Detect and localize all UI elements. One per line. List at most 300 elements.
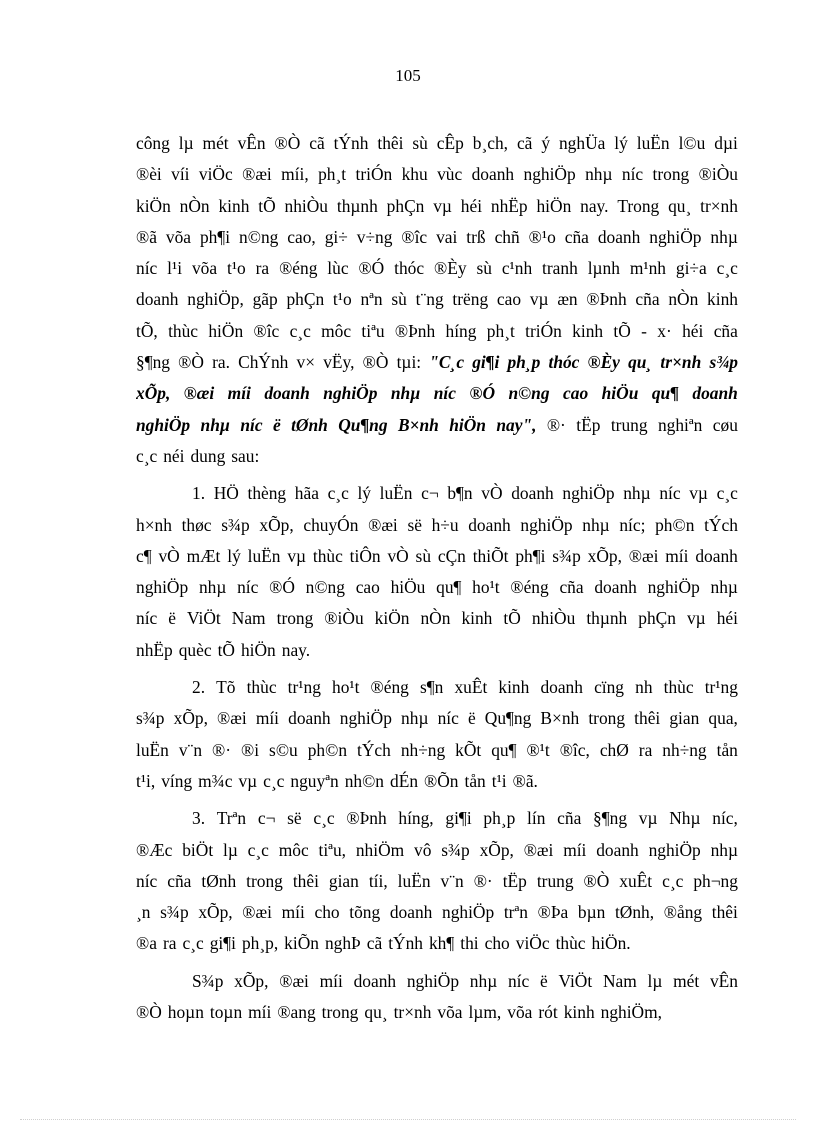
word: cña <box>557 808 582 829</box>
word: nghiªn <box>657 414 703 435</box>
word: ®Ò <box>583 870 610 891</box>
word: sù <box>476 258 492 279</box>
word: trong <box>652 164 690 185</box>
word: dung <box>190 445 226 466</box>
emphasized-word: nay", <box>496 414 537 435</box>
word: nhiÒu <box>284 195 328 216</box>
word: cã <box>516 133 533 153</box>
word: thùc <box>312 545 343 566</box>
word: s©u <box>269 739 298 760</box>
word: thêi <box>711 902 738 923</box>
word: xuÊt <box>454 677 488 698</box>
word: ë <box>168 608 176 629</box>
word: ®éng <box>510 577 549 598</box>
text-line <box>136 766 738 797</box>
word: mÆt <box>186 545 221 566</box>
word: l¹i <box>167 258 183 279</box>
word: c¶ <box>136 545 152 566</box>
word: xÕp, <box>234 970 269 991</box>
word: ph©n <box>655 514 695 535</box>
text-line <box>136 253 738 284</box>
word: ®æi <box>279 970 309 991</box>
word: qu¶ <box>436 577 462 598</box>
word: ®Ó <box>269 577 295 598</box>
word: hiÖu <box>390 577 426 598</box>
emphasized-word: nghiÖp <box>136 414 191 435</box>
word: môc <box>321 320 352 341</box>
word: vÒ <box>481 483 503 504</box>
word: cïng <box>594 677 625 698</box>
text-line <box>136 635 738 666</box>
word: nghiÖp <box>520 514 573 535</box>
word: võa <box>191 258 218 279</box>
emphasized-word: ph¸p <box>507 352 541 373</box>
paragraph <box>136 478 738 666</box>
word: kÕt <box>455 739 482 760</box>
word: n©ng <box>305 577 345 598</box>
emphasized-word: ®Ó <box>469 383 496 404</box>
word: nh©n <box>344 770 384 791</box>
word: xÕp, <box>173 708 208 729</box>
word: ph©n <box>307 739 348 760</box>
word: gian <box>328 870 359 891</box>
word: vµ <box>686 608 706 629</box>
text-line <box>136 316 738 347</box>
word: nhµ <box>198 577 227 598</box>
word: ph¸t <box>318 164 347 185</box>
word: ®æi <box>523 839 554 860</box>
word: së <box>407 514 422 535</box>
word: Qu¶ng <box>484 708 532 729</box>
word: qu¸ <box>364 1002 388 1023</box>
word: ®æi <box>242 164 272 185</box>
word: lý <box>227 545 241 566</box>
word: së <box>287 808 302 829</box>
word: h÷u <box>431 514 459 535</box>
word: c¬ <box>257 808 276 829</box>
word: níc <box>659 483 681 504</box>
word: ra <box>255 258 270 279</box>
word: sù <box>415 545 432 566</box>
emphasized-word: thóc <box>548 352 580 373</box>
paragraph <box>136 803 738 959</box>
text-line <box>136 735 738 766</box>
word: luËn <box>247 545 281 566</box>
word: hiÖn <box>536 195 572 216</box>
word: ®¹o <box>528 226 556 247</box>
word: nhµ <box>710 839 738 860</box>
word: s¾p <box>441 839 470 860</box>
word: thùc <box>663 677 694 698</box>
word: doanh <box>597 226 641 247</box>
word: c¸c <box>136 445 158 466</box>
word: kh¶ <box>428 933 455 954</box>
word: B×nh <box>540 708 580 729</box>
word: ®ång <box>663 902 703 923</box>
word: môc <box>278 839 309 860</box>
word: thóc <box>394 258 425 279</box>
emphasized-word: ®æi <box>183 383 215 404</box>
word: tÕ <box>217 639 235 660</box>
emphasized-word: ë <box>272 414 281 435</box>
word: gãp <box>252 289 278 310</box>
text-line <box>136 572 738 603</box>
word: vÊn <box>709 970 738 991</box>
word: dµi <box>714 133 738 153</box>
word: luËn <box>636 133 670 153</box>
word: cña <box>167 870 192 891</box>
word: ®Ò <box>274 133 301 153</box>
word: ë <box>467 708 476 729</box>
word: víi <box>171 164 190 185</box>
word: HÖ <box>213 483 239 504</box>
word: ®Þnh <box>346 808 387 829</box>
word: æn <box>557 289 578 310</box>
word: c¸c <box>182 933 204 954</box>
word: lý <box>614 133 628 153</box>
word: ®æi <box>368 514 398 535</box>
word: Trong <box>617 195 660 216</box>
word: cÇn <box>437 545 466 566</box>
word: thµnh <box>336 195 378 216</box>
text-line <box>136 478 738 509</box>
word: kinh <box>572 320 604 341</box>
word: híng, <box>398 808 434 829</box>
emphasized-word: nhµ <box>200 414 230 435</box>
word: tØnh, <box>614 902 655 923</box>
word: ®Þa <box>537 902 569 923</box>
word: thùc <box>555 933 586 954</box>
word: vµ <box>529 289 549 310</box>
word: thêi <box>634 708 661 729</box>
word: kiÕn <box>284 933 319 954</box>
emphasized-word: níc <box>433 383 456 404</box>
word: Tõ <box>216 677 236 698</box>
word: t¹i, <box>136 770 156 791</box>
word: kinh <box>461 608 493 629</box>
word: thêi <box>292 870 319 891</box>
word: tËp <box>576 414 601 435</box>
word: tËp <box>502 870 527 891</box>
word: tr¹ng <box>704 677 738 698</box>
word: tØnh <box>201 870 237 891</box>
word: ®Ò <box>136 1002 162 1023</box>
word: qu¶ <box>491 739 517 760</box>
word: kinh <box>218 195 250 216</box>
word: luËn <box>379 483 413 504</box>
word: c¹nh <box>501 258 533 279</box>
word: nhµ <box>623 483 651 504</box>
word: thùc <box>246 677 277 698</box>
word: ¸n <box>136 902 151 923</box>
word: ®ã. <box>512 770 538 791</box>
word: lín <box>527 808 546 829</box>
word: ph¶i <box>199 226 231 247</box>
word: doanh <box>596 839 639 860</box>
word: 2. <box>192 677 206 698</box>
text-line <box>136 284 738 315</box>
text-line <box>136 603 738 634</box>
word: míi <box>319 970 343 991</box>
word: vùc <box>437 164 463 185</box>
bottom-dotted-rule <box>20 1119 796 1120</box>
word: ®îc <box>253 320 280 341</box>
word: ph¸t <box>486 320 515 341</box>
word: doanh <box>389 902 433 923</box>
word: sau: <box>231 445 260 466</box>
word: tÕ <box>503 608 521 629</box>
word: triÓn <box>525 320 562 341</box>
emphasized-word: B×nh <box>397 414 439 435</box>
emphasized-word: tr×nh <box>660 352 702 373</box>
word: nguyªn <box>290 770 339 791</box>
word: tíi, <box>368 870 388 891</box>
word: nghÜa <box>558 133 606 153</box>
word: l©u <box>678 133 706 153</box>
word: m¾c <box>198 770 233 791</box>
paragraph <box>136 966 738 1029</box>
word: trªn <box>503 902 528 923</box>
text-line <box>136 347 738 378</box>
word: nghiÖp <box>442 902 495 923</box>
emphasized-word: qu¶ <box>651 383 679 404</box>
word: ®éng <box>370 677 409 698</box>
word: Nam <box>602 970 637 991</box>
word: ®Ò <box>362 352 389 373</box>
word: nghiÖp, <box>187 289 244 310</box>
text-line <box>136 672 738 703</box>
emphasized-word: s¾p <box>709 352 738 373</box>
word: c¸c <box>716 483 738 504</box>
word: ®· <box>546 414 566 435</box>
emphasized-word: nghiÖp <box>323 383 378 404</box>
text-line <box>136 966 738 997</box>
word: Nam <box>231 608 266 629</box>
word: luËn <box>397 870 431 891</box>
word: lµ <box>178 133 194 153</box>
word: nh÷ng <box>662 739 707 760</box>
word: nhµ <box>585 164 613 185</box>
word: gi÷ <box>324 226 348 247</box>
word: ®Æc <box>136 839 173 860</box>
word: lµm, <box>468 1002 502 1023</box>
word: s¾p <box>221 514 250 535</box>
word: chñ <box>494 226 520 247</box>
word: kinh <box>498 677 530 698</box>
word: tµi: <box>396 352 422 373</box>
word: chuyÓn <box>303 514 359 535</box>
word: v¨n <box>178 739 203 760</box>
word: nh <box>635 677 653 698</box>
body-text <box>136 128 738 1028</box>
word: t¹o <box>332 289 352 310</box>
word: phÇn <box>286 289 325 310</box>
word: §¶ng <box>593 808 628 829</box>
word: vô <box>414 839 432 860</box>
word: vµ <box>638 808 658 829</box>
word: s¾p <box>552 545 581 566</box>
word: chØ <box>599 739 629 760</box>
word: doanh <box>353 970 397 991</box>
word: doanh <box>468 514 511 535</box>
word: ChÝnh <box>238 352 289 373</box>
word: ®Þnh <box>394 320 436 341</box>
text-line <box>136 191 738 222</box>
word: m¹nh <box>629 258 666 279</box>
emphasized-word: doanh <box>692 383 738 404</box>
word: trong <box>321 1002 359 1023</box>
word: trß <box>466 226 486 247</box>
word: néi <box>163 445 185 466</box>
word: tranh <box>542 258 578 279</box>
word: s¾p <box>160 902 189 923</box>
text-line <box>136 128 738 159</box>
word: tiªu <box>361 320 385 341</box>
word: tÕ <box>258 195 276 216</box>
word: nghiÖp <box>649 226 702 247</box>
page-number: 105 <box>395 66 421 85</box>
word: doanh <box>594 577 637 598</box>
word: nh÷ng <box>400 739 446 760</box>
word: cã <box>366 933 383 954</box>
word: kiÖn <box>374 608 410 629</box>
word: thøc <box>181 514 212 535</box>
word: tån <box>716 739 738 760</box>
word: míi <box>255 708 280 729</box>
word: ®æi <box>217 708 247 729</box>
emphasized-word: xÕp, <box>136 383 171 404</box>
word: vµ <box>238 770 258 791</box>
word: c¸c <box>289 320 311 341</box>
word: ®¹t <box>526 739 550 760</box>
word: míi <box>563 839 587 860</box>
word: nghiÖp <box>136 577 189 598</box>
word: quèc <box>178 639 212 660</box>
word: ®ã <box>136 226 157 247</box>
word: doanh <box>288 708 331 729</box>
word: cã <box>309 133 325 153</box>
text-line <box>136 866 738 897</box>
word: cao <box>355 577 380 598</box>
word: ra <box>162 933 177 954</box>
word: ®Ò <box>178 352 204 373</box>
word: trong <box>246 870 283 891</box>
word: níc <box>136 608 158 629</box>
word: viÖc <box>515 933 550 954</box>
word: lùc <box>327 258 349 279</box>
word: míi <box>665 545 689 566</box>
word: doanh <box>511 483 554 504</box>
word: doanh <box>540 677 583 698</box>
word: ph¶i <box>515 545 546 566</box>
text-line <box>136 510 738 541</box>
word: t¨ng <box>415 289 444 310</box>
word: công <box>136 133 170 153</box>
word: ®Èy <box>434 258 467 279</box>
word: c¸c <box>263 770 285 791</box>
word: gi÷a <box>675 258 707 279</box>
word: gi¶i <box>445 808 472 829</box>
word: biÖt <box>182 839 214 860</box>
word: phÇn <box>386 195 425 216</box>
word: ho¹t <box>472 577 500 598</box>
word: - <box>641 320 647 341</box>
word: níc <box>437 708 459 729</box>
word: §¶ng <box>136 352 170 373</box>
word: ®Õn <box>424 770 459 791</box>
word: c¸c <box>313 808 335 829</box>
word: cao, <box>287 226 316 247</box>
word: nÒn <box>420 608 451 629</box>
word: kinh <box>707 289 738 310</box>
word: héi <box>460 195 483 216</box>
emphasized-word: doanh <box>264 383 310 404</box>
emphasized-word: Qu¶ng <box>338 414 388 435</box>
word: hãa <box>294 483 319 504</box>
word: vËy, <box>323 352 355 373</box>
word: níc <box>621 164 644 185</box>
word: ®éng <box>279 258 318 279</box>
word: s¶n <box>419 677 444 698</box>
word: xÕp, <box>587 545 622 566</box>
word: thµnh <box>586 608 628 629</box>
word: ph¸p <box>483 808 516 829</box>
word: võa <box>437 1002 463 1023</box>
word: lý <box>357 483 371 504</box>
word: ViÖt <box>187 608 221 629</box>
word: cña <box>559 577 584 598</box>
word: nhËp <box>490 195 528 216</box>
word: tõng <box>349 902 381 923</box>
word: sù <box>412 133 428 153</box>
word: qu¸ <box>668 195 692 216</box>
word: b¶n <box>447 483 473 504</box>
word: tÝnh <box>333 133 369 153</box>
emphasized-word: nhµ <box>390 383 421 404</box>
word: ph¬ng <box>693 870 738 891</box>
word: tr¹ng <box>287 677 321 698</box>
word: míi <box>281 902 305 923</box>
paragraph <box>136 672 738 797</box>
word: nghiÖp <box>339 708 392 729</box>
word: c¬ <box>421 483 439 504</box>
word: doanh <box>136 289 179 310</box>
word: ®îc <box>401 226 428 247</box>
word: nay. <box>281 639 311 660</box>
word: trong <box>588 708 626 729</box>
word: níc <box>136 870 158 891</box>
text-line <box>136 378 738 409</box>
word: vµ <box>433 195 452 216</box>
word: nghÞ <box>324 933 361 954</box>
word: t¹o <box>226 258 246 279</box>
word: 3. <box>192 808 206 829</box>
word: c¸c <box>662 870 684 891</box>
word: víng <box>161 770 193 791</box>
word: toµn <box>209 1002 243 1023</box>
word: trung <box>610 414 648 435</box>
text-line <box>136 835 738 866</box>
word: t¹i <box>491 770 507 791</box>
word: triÓn <box>355 164 393 185</box>
word: cho <box>484 933 510 954</box>
word: ®îc, <box>559 739 590 760</box>
word: ®ang <box>277 1002 316 1023</box>
word: thiÕt <box>472 545 509 566</box>
word: lµ <box>222 839 238 860</box>
word: ra <box>638 739 653 760</box>
word: võa <box>165 226 192 247</box>
